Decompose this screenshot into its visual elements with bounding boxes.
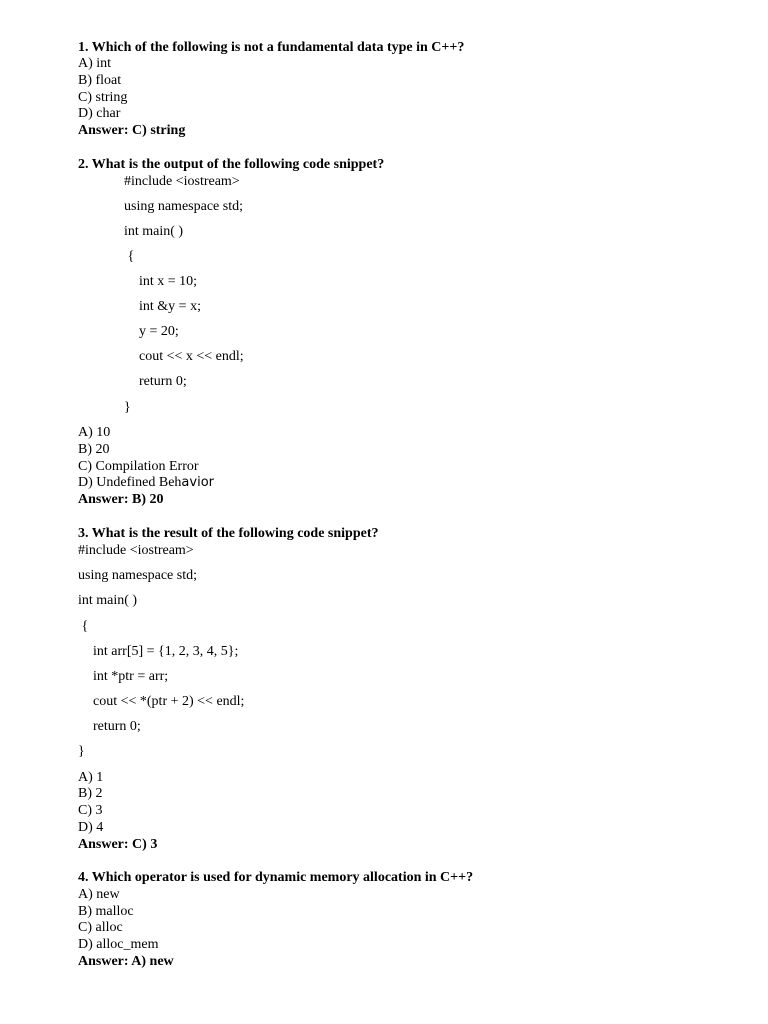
question-3-option-d: D) 4 — [78, 820, 104, 835]
question-3-text: 3. What is the result of the following code snippet? — [78, 526, 379, 541]
code-line: using namespace std; — [78, 568, 197, 583]
question-2-answer: Answer: B) 20 — [78, 492, 164, 507]
code-line: cout << x << endl; — [139, 349, 244, 364]
question-1-answer: Answer: C) string — [78, 123, 186, 138]
question-4-option-d: D) alloc_mem — [78, 937, 159, 952]
question-1-option-a: A) int — [78, 56, 112, 71]
code-line: { — [124, 249, 135, 264]
code-line: int main( ) — [78, 593, 138, 608]
question-2-option-b: B) 20 — [78, 442, 110, 457]
code-line: #include <iostream> — [78, 543, 194, 558]
code-line: int x = 10; — [139, 274, 198, 289]
option-d-sans-part: avior — [181, 475, 214, 490]
code-line: } — [124, 400, 131, 415]
code-line: #include <iostream> — [124, 174, 240, 189]
code-line: int *ptr = arr; — [93, 669, 169, 684]
question-4-answer: Answer: A) new — [78, 954, 174, 969]
question-2-option-c: C) Compilation Error — [78, 459, 199, 474]
question-2-option-d — [78, 475, 214, 491]
code-line: cout << *(ptr + 2) << endl; — [93, 694, 245, 709]
code-line: int arr[5] = {1, 2, 3, 4, 5}; — [93, 644, 239, 659]
code-line: } — [78, 744, 85, 759]
question-2-option-a: A) 10 — [78, 425, 111, 440]
question-3-answer: Answer: C) 3 — [78, 837, 158, 852]
question-3-option-c: C) 3 — [78, 803, 103, 818]
question-4-text: 4. Which operator is used for dynamic memory allocation in C++? — [78, 870, 474, 885]
code-line: using namespace std; — [124, 199, 243, 214]
question-1-option-c: C) string — [78, 90, 128, 105]
question-4-option-a: A) new — [78, 887, 120, 902]
code-line: int &y = x; — [139, 299, 201, 314]
question-1-text: 1. Which of the following is not a fundamental data type in C++? — [78, 40, 465, 55]
question-3-option-b: B) 2 — [78, 786, 103, 801]
code-line: y = 20; — [139, 324, 179, 339]
question-3-option-a: A) 1 — [78, 770, 104, 785]
question-1-option-d: D) char — [78, 106, 121, 121]
question-4-option-b: B) malloc — [78, 904, 134, 919]
question-1-option-b: B) float — [78, 73, 122, 88]
code-line: return 0; — [93, 719, 141, 734]
question-2-text: 2. What is the output of the following code snippet? — [78, 157, 385, 172]
code-line: return 0; — [139, 374, 187, 389]
option-d-serif-part: D) Undefined Beh — [78, 475, 182, 490]
code-line: int main( ) — [124, 224, 184, 239]
code-line: { — [78, 619, 89, 634]
question-4-option-c: C) alloc — [78, 920, 123, 935]
